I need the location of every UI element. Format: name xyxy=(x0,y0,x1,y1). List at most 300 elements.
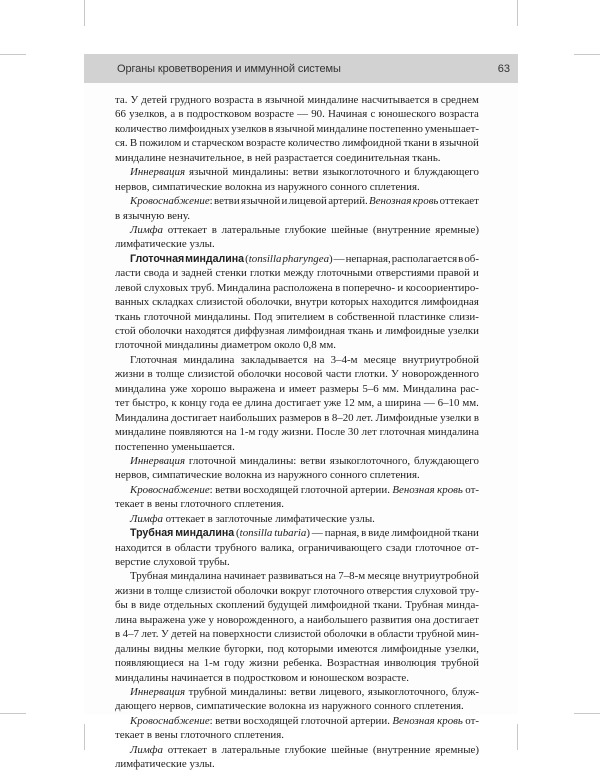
word: У xyxy=(160,628,169,641)
word: глоточной xyxy=(143,310,191,323)
word: внутри xyxy=(294,296,328,309)
word: глоточного xyxy=(313,584,365,597)
word: детей xyxy=(141,94,168,106)
word: Миндалина xyxy=(115,411,169,424)
word: мелкие xyxy=(187,642,221,655)
word: миндалины: xyxy=(230,685,287,698)
word: пластинке xyxy=(398,310,446,323)
word: которыми xyxy=(287,642,334,655)
word: и xyxy=(473,267,479,280)
word: — xyxy=(311,527,323,540)
word: лимфоидных xyxy=(168,122,230,135)
word: блуждающего xyxy=(414,454,479,467)
word: узелков xyxy=(231,122,267,135)
body-text xyxy=(115,93,479,772)
word: слизи- xyxy=(449,310,479,323)
word: ее xyxy=(232,397,242,410)
word: миндалина xyxy=(185,252,245,265)
word: видны xyxy=(153,642,184,655)
word: оболочки xyxy=(237,368,282,381)
word: парная, xyxy=(324,527,360,540)
word: 8–20 xyxy=(331,411,354,424)
text-run: миндалине незначительное, в ней разрастается соединительная ткань. xyxy=(115,151,441,164)
word: количество xyxy=(115,122,167,135)
word: язычной xyxy=(439,137,479,150)
word: артерии. xyxy=(350,483,390,496)
italic-text: Лимфа xyxy=(130,512,163,525)
word: в xyxy=(178,108,184,121)
word: месяце xyxy=(367,570,401,583)
word: лицевого, xyxy=(319,685,365,698)
word: артерии. xyxy=(350,714,390,727)
crop-mark xyxy=(0,54,26,55)
word: от- xyxy=(465,541,479,554)
word: об- xyxy=(464,252,479,265)
word: узелки, xyxy=(445,642,479,655)
word: насчитывается xyxy=(361,94,430,106)
text-line xyxy=(115,468,479,482)
text-line xyxy=(115,353,479,367)
word: и xyxy=(397,281,404,294)
text-line xyxy=(115,757,479,771)
word: глотки. xyxy=(354,368,388,381)
word: глубокие xyxy=(284,743,327,756)
word: лимфоидные xyxy=(384,325,445,337)
text-line xyxy=(115,541,479,555)
word: носовой xyxy=(284,368,323,381)
word: находятся xyxy=(184,325,232,337)
word: (внутренние xyxy=(372,223,431,236)
word: которых xyxy=(330,296,369,309)
word: минда- xyxy=(446,599,479,612)
text-line xyxy=(115,425,479,439)
word: диффузная xyxy=(233,325,285,337)
word: в xyxy=(324,411,330,424)
word: лина xyxy=(115,613,137,626)
text-line xyxy=(115,209,479,223)
word: У xyxy=(130,94,139,106)
word: в xyxy=(458,252,464,265)
word: Трубная xyxy=(130,570,169,583)
word: язычной xyxy=(265,94,305,106)
word: миндалины. xyxy=(194,310,251,323)
word: язычной xyxy=(275,122,315,135)
text-line xyxy=(115,382,479,396)
text-run: лимфатические узлы. xyxy=(115,758,215,771)
word: миндалина xyxy=(115,382,166,395)
text-line xyxy=(115,194,479,208)
text-run: в язычную вену. xyxy=(115,209,190,222)
word: Трубная xyxy=(405,599,444,612)
word: она xyxy=(414,613,431,626)
word: новорожденного, xyxy=(216,613,297,626)
text-line xyxy=(115,728,479,742)
word: Венозная xyxy=(392,714,435,727)
word: к xyxy=(171,397,177,410)
word: в xyxy=(115,628,121,641)
word: начинает xyxy=(223,570,266,583)
word: правой xyxy=(437,267,470,280)
word: а xyxy=(299,613,305,626)
word: оболочки xyxy=(323,628,368,641)
word: стенки xyxy=(215,267,247,280)
word: грудного xyxy=(170,94,212,106)
word: толще xyxy=(155,368,185,381)
word: Венозная xyxy=(392,483,435,496)
text-line xyxy=(115,656,479,670)
word: скоплений xyxy=(216,599,265,612)
word: возраста xyxy=(214,94,254,106)
word: ветви xyxy=(300,454,326,467)
text-line xyxy=(115,526,479,540)
word: наибольшего xyxy=(307,613,368,626)
word: находится xyxy=(371,296,419,309)
word: — xyxy=(297,108,309,121)
word: развиваться xyxy=(268,570,323,583)
word: глоточная xyxy=(379,426,426,439)
word: лицевой xyxy=(288,195,327,208)
word: Миндалина xyxy=(216,281,271,294)
word: ласти xyxy=(115,267,141,280)
text-line xyxy=(115,454,479,468)
word: Венозная xyxy=(369,195,412,208)
text-line xyxy=(115,627,479,641)
word: наибольших xyxy=(219,411,277,424)
word: артерий. xyxy=(328,195,368,208)
word: постепенно xyxy=(369,122,423,135)
word: возрасте xyxy=(254,108,294,121)
word: достигает xyxy=(171,411,217,424)
text-line xyxy=(115,555,479,569)
word: ткани xyxy=(403,137,430,150)
word: язычной xyxy=(240,195,281,208)
page-number: 63 xyxy=(497,63,510,75)
word: года xyxy=(209,397,230,410)
text-line xyxy=(115,642,479,656)
word: лимфоидной xyxy=(342,137,402,150)
text-run: глоточной миндалины диаметром около 0,8 мм. xyxy=(115,339,336,352)
word: 66 xyxy=(115,108,126,121)
word: слизистой xyxy=(185,584,232,597)
word: старческом xyxy=(191,137,244,150)
text-run: лимфатические узлы. xyxy=(115,238,215,251)
word: уже xyxy=(188,613,206,626)
text-line xyxy=(115,295,479,309)
word: ся. xyxy=(115,137,128,150)
word: глоточной xyxy=(300,714,348,727)
word: 1-м xyxy=(239,426,256,439)
word: трубной xyxy=(416,628,455,641)
word: pharyngea) xyxy=(282,252,333,265)
crop-mark xyxy=(84,724,85,750)
word: слизистой xyxy=(274,628,322,641)
text-line xyxy=(115,252,479,266)
word: Иннервация xyxy=(130,685,186,698)
word: концу xyxy=(179,397,207,410)
book-page xyxy=(84,54,518,771)
word: лет. xyxy=(141,628,159,641)
word: уменьшает- xyxy=(424,122,479,135)
word: и xyxy=(281,195,288,208)
word: слизистой xyxy=(196,296,244,309)
word: лет xyxy=(361,426,377,439)
word: и xyxy=(183,137,190,150)
word: мин- xyxy=(456,628,479,641)
word: глотки xyxy=(249,267,281,280)
word: — xyxy=(423,397,435,410)
word: (внутренние xyxy=(372,743,431,756)
word: тру- xyxy=(459,584,479,597)
word: оболочки, xyxy=(245,296,293,309)
word: складках xyxy=(152,296,194,309)
word: языкоглоточного xyxy=(322,166,401,179)
word: подростковом xyxy=(186,108,252,121)
word: узелки xyxy=(447,325,479,337)
crop-mark xyxy=(517,0,518,26)
word: лимфоидная xyxy=(287,325,346,337)
word: в xyxy=(211,743,217,756)
word: У xyxy=(391,368,399,381)
word: в xyxy=(432,137,438,150)
word: в xyxy=(146,584,152,597)
word: месяце xyxy=(363,353,397,366)
text-line xyxy=(115,598,479,612)
word: достигает xyxy=(433,613,479,626)
word: эпителием xyxy=(275,310,325,323)
word: области xyxy=(377,628,414,641)
text-line xyxy=(115,237,479,251)
word: жизни xyxy=(115,368,145,381)
word: пожилом xyxy=(139,137,182,150)
word: на xyxy=(325,570,336,583)
word: детей xyxy=(171,628,197,641)
word: миндалине xyxy=(307,94,359,106)
word: жизни xyxy=(115,584,145,597)
word: та. xyxy=(115,94,128,106)
word: Трубная xyxy=(130,527,174,540)
word: в xyxy=(165,541,171,554)
word: 1-м xyxy=(203,657,220,670)
word: размеров xyxy=(279,411,322,424)
text-line xyxy=(115,584,479,598)
word: косоориентиро- xyxy=(405,281,479,294)
word: языкоглоточного, xyxy=(329,454,411,467)
word: году xyxy=(258,426,279,439)
word: миндалине xyxy=(316,122,368,135)
word: и xyxy=(376,325,383,337)
word: левой xyxy=(115,281,142,294)
word: толще xyxy=(154,584,183,597)
text-line xyxy=(115,714,479,728)
word: блуж- xyxy=(451,685,479,698)
word: развития xyxy=(370,613,412,626)
word: поверхности xyxy=(212,628,272,641)
text-line xyxy=(115,569,479,583)
word: мм. xyxy=(462,397,479,410)
crop-mark xyxy=(574,713,600,714)
word: и xyxy=(279,382,286,395)
text-run: нервов, симпатические волокна из наружного сонного сплетения. xyxy=(115,469,420,482)
word: труб. xyxy=(190,281,215,294)
word: валика, xyxy=(260,541,295,554)
word: уже xyxy=(323,397,342,410)
word: стой xyxy=(115,325,136,337)
word: миндалина xyxy=(175,527,235,540)
word: в xyxy=(335,281,341,294)
word: ширина xyxy=(384,397,422,410)
word: оболочки xyxy=(138,325,183,337)
word: глоточной xyxy=(300,483,348,496)
word: Кровоснабжение: xyxy=(130,483,213,496)
word: количество xyxy=(287,137,340,150)
word: (tonsilla xyxy=(236,527,273,540)
word: яремные) xyxy=(435,743,479,756)
word: в xyxy=(473,411,479,424)
text-line xyxy=(115,122,479,136)
word: Иннервация xyxy=(130,454,186,467)
word: новорожденного xyxy=(401,368,479,381)
word: будущей xyxy=(267,599,308,612)
word: расположена xyxy=(272,281,333,294)
text-line xyxy=(115,310,479,324)
word: Иннервация xyxy=(130,166,186,179)
word: слизистой xyxy=(187,368,235,381)
word: между xyxy=(283,267,314,280)
word: внутриутробной xyxy=(402,353,479,366)
word: Возрастная xyxy=(326,657,380,670)
word: 6–10 xyxy=(437,397,460,410)
word: рас- xyxy=(460,382,479,395)
word: Под xyxy=(253,310,273,323)
word: латеральные xyxy=(221,223,280,236)
crop-mark xyxy=(0,713,26,714)
word: а xyxy=(170,108,176,121)
word: хорошо xyxy=(190,382,227,395)
word: на xyxy=(225,426,237,439)
word: возраста xyxy=(439,108,479,121)
word: в xyxy=(328,310,334,323)
word: ветви xyxy=(292,166,319,179)
word: трубной xyxy=(440,657,479,670)
word: свода xyxy=(143,267,170,280)
word: располагается xyxy=(391,252,458,265)
word: в xyxy=(147,368,153,381)
word: лимфоидные xyxy=(381,642,442,655)
header-title: Органы кроветворения и иммунной системы xyxy=(117,63,341,75)
word: Лимфа xyxy=(130,743,163,756)
crop-mark xyxy=(574,54,600,55)
word: 3–4-м xyxy=(330,353,358,366)
word: оболочки xyxy=(234,584,278,597)
text-line xyxy=(115,107,479,121)
word: миндалина xyxy=(183,353,235,366)
word: блуждающего xyxy=(414,166,479,179)
word: возрасте xyxy=(246,137,286,150)
word: задней xyxy=(181,267,213,280)
word: появляются xyxy=(168,426,224,439)
text-line xyxy=(115,165,479,179)
word: юношеского xyxy=(378,108,437,121)
word: миндалины: xyxy=(239,454,297,467)
word: узелков, xyxy=(129,108,168,121)
word: яремные) xyxy=(435,223,479,236)
word: тет xyxy=(115,397,130,410)
word: миндалина xyxy=(428,426,479,439)
word: а xyxy=(377,397,382,410)
word: ванных xyxy=(115,296,150,309)
word: 30 xyxy=(347,426,359,439)
text-line xyxy=(115,136,479,150)
word: внутриутробной xyxy=(402,570,479,583)
word: глоточными xyxy=(316,267,373,280)
word: трубной xyxy=(188,685,227,698)
word: году xyxy=(224,657,245,670)
text-line xyxy=(115,512,479,526)
word: восходящей xyxy=(243,483,299,496)
word: от- xyxy=(465,714,479,727)
text-run: постепенно уменьшается. xyxy=(115,440,235,453)
word: области xyxy=(174,541,212,554)
word: появляющиеся xyxy=(115,657,184,670)
word: миндалины: xyxy=(232,166,289,179)
word: ребенка. xyxy=(283,657,323,670)
word: 5–6 xyxy=(362,382,379,395)
word: мм. xyxy=(382,382,399,395)
text-run: дающего нервов, симпатические волокна из наружного сонного сплетения. xyxy=(115,700,464,713)
word: инволюция xyxy=(383,657,437,670)
word: бы xyxy=(115,599,128,612)
word: 7–8-м xyxy=(338,570,366,583)
text-line xyxy=(115,440,479,454)
word: части xyxy=(325,368,352,381)
word: шейные xyxy=(331,743,369,756)
word: вокруг xyxy=(280,584,312,597)
word: кровь xyxy=(437,714,463,727)
word: Лимфа xyxy=(130,223,163,236)
word: Кровоснабжение: xyxy=(130,195,213,208)
word: поперечно- xyxy=(342,281,395,294)
running-header xyxy=(84,54,518,83)
text-line xyxy=(115,497,479,511)
word: размеры xyxy=(319,382,359,395)
text-line xyxy=(115,483,479,497)
word: глоточное xyxy=(415,541,462,554)
word: После xyxy=(316,426,346,439)
word: ветви xyxy=(215,483,241,496)
word: миндалине xyxy=(115,426,166,439)
word: восходящей xyxy=(243,714,299,727)
text-line xyxy=(115,699,479,713)
word: трубного xyxy=(214,541,257,554)
text-line xyxy=(115,151,479,165)
text-line xyxy=(115,266,479,280)
text-line xyxy=(115,338,479,352)
word: виде xyxy=(368,527,390,540)
text-line xyxy=(115,93,479,107)
word: лимфоидной xyxy=(391,527,451,540)
word: находится xyxy=(115,541,162,554)
word: сзади xyxy=(385,541,412,554)
word: язычной xyxy=(189,166,229,179)
word: в xyxy=(361,527,367,540)
word: мм, xyxy=(357,397,375,410)
word: и xyxy=(404,166,410,179)
word: на xyxy=(188,657,200,670)
word: под xyxy=(267,642,284,655)
word: на xyxy=(313,353,325,366)
word: глоточной xyxy=(188,454,236,467)
word: лимфоидной xyxy=(310,599,370,612)
